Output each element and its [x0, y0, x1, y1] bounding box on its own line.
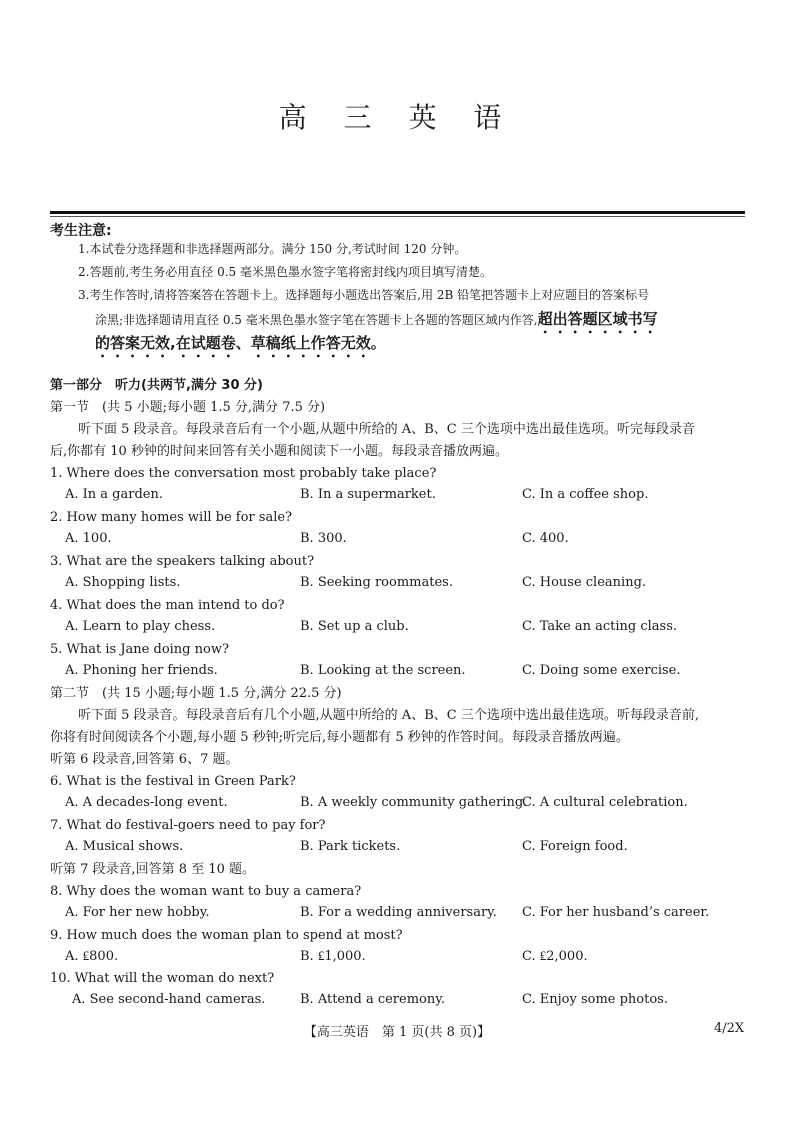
q2-option-a: A. 100. [65, 531, 112, 546]
q4-option-b: B. Set up a club. [300, 619, 409, 634]
question-1: 1. Where does the conversation most probably take place? [50, 466, 437, 481]
q8-option-c: C. For her husband’s career. [522, 905, 710, 920]
notice-heading: 考生注意: [50, 223, 112, 239]
q2-option-c: C. 400. [522, 531, 569, 546]
header-rule-thick [50, 211, 745, 214]
q1-option-a: A. In a garden. [65, 487, 163, 502]
question-6: 6. What is the festival in Green Park? [50, 774, 296, 789]
section2-instruction-2: 你将有时间阅读各个小题,每小题 5 秒钟;听完后,每小题都有 5 秒钟的作答时间。每段录音播放两遍。 [50, 730, 629, 745]
question-2: 2. How many homes will be for sale? [50, 510, 293, 525]
q9-option-c: C. ₤2,000. [522, 949, 588, 964]
q1-option-b: B. In a supermarket. [300, 487, 436, 502]
q7-option-a: A. Musical shows. [65, 839, 184, 854]
q10-option-c: C. Enjoy some photos. [522, 992, 668, 1007]
q5-option-a: A. Phoning her friends. [65, 663, 218, 678]
q5-option-b: B. Looking at the screen. [300, 663, 466, 678]
question-7: 7. What do festival-goers need to pay for? [50, 818, 326, 833]
notice-item-3-line1: 3.考生作答时,请将答案答在答题卡上。选择题每小题选出答案后,用 2B 铅笔把答题卡上对应题目的答案标号 [78, 288, 650, 302]
recording-6-note: 听第 6 段录音,回答第 6、7 题。 [50, 752, 239, 767]
section2-heading: 第二节 (共 15 小题;每小题 1.5 分,满分 22.5 分) [50, 686, 342, 701]
notice-item-2: 2.答题前,考生务必用直径 0.5 毫米黑色墨水签字笔将密封线内项目填写清楚。 [78, 265, 492, 279]
q9-option-b: B. ₤1,000. [300, 949, 366, 964]
q8-option-a: A. For her new hobby. [65, 905, 210, 920]
q10-option-a: A. See second-hand cameras. [72, 992, 266, 1007]
notice-item-3-text: 涂黑;非选择题请用直径 0.5 毫米黑色墨水签字笔在答题卡上各题的答题区域内作答, [95, 313, 538, 327]
q7-option-c: C. Foreign food. [522, 839, 628, 854]
q3-option-a: A. Shopping lists. [65, 575, 181, 590]
section1-heading: 第一节 (共 5 小题;每小题 1.5 分,满分 7.5 分) [50, 400, 326, 415]
q9-option-a: A. ₤800. [65, 949, 119, 964]
page-title: 高 三 英 语 [278, 101, 516, 134]
section1-instruction-2: 后,你都有 10 秒钟的时间来回答有关小题和阅读下一小题。每段录音播放两遍。 [50, 444, 508, 459]
section2-instruction-1: 听下面 5 段录音。每段录音后有几个小题,从题中所给的 A、B、C 三个选项中选出最佳选项。听每段录音前, [78, 708, 699, 723]
notice-emphasis-1: 超出答题区域书写 [537, 310, 658, 328]
notice-item-3-line3 [95, 332, 386, 361]
question-9: 9. How much does the woman plan to spend at most? [50, 928, 403, 943]
part1-heading: 第一部分 听力(共两节,满分 30 分) [50, 378, 263, 393]
q2-option-b: B. 300. [300, 531, 347, 546]
question-8: 8. Why does the woman want to buy a camera? [50, 884, 362, 899]
notice-emphasis-2: 的答案无效,在试题卷、草稿纸上作答无效。 [95, 334, 386, 352]
q6-option-b: B. A weekly community gathering. [300, 795, 528, 810]
page-footer: 【高三英语 第 1 页(共 8 页)】 [303, 1025, 491, 1040]
header-rule-thin [50, 216, 745, 217]
q1-option-c: C. In a coffee shop. [522, 487, 649, 502]
q6-option-c: C. A cultural celebration. [522, 795, 688, 810]
q3-option-b: B. Seeking roommates. [300, 575, 453, 590]
question-3: 3. What are the speakers talking about? [50, 554, 315, 569]
recording-7-note: 听第 7 段录音,回答第 8 至 10 题。 [50, 862, 256, 877]
question-10: 10. What will the woman do next? [50, 971, 275, 986]
q8-option-b: B. For a wedding anniversary. [300, 905, 497, 920]
q4-option-c: C. Take an acting class. [522, 619, 678, 634]
question-4: 4. What does the man intend to do? [50, 598, 285, 613]
paper-code: 4/2X [714, 1021, 745, 1036]
q3-option-c: C. House cleaning. [522, 575, 647, 590]
q10-option-b: B. Attend a ceremony. [300, 992, 445, 1007]
q4-option-a: A. Learn to play chess. [65, 619, 216, 634]
notice-item-1: 1.本试卷分选择题和非选择题两部分。满分 150 分,考试时间 120 分钟。 [78, 242, 467, 256]
q6-option-a: A. A decades-long event. [65, 795, 228, 810]
q7-option-b: B. Park tickets. [300, 839, 401, 854]
q5-option-c: C. Doing some exercise. [522, 663, 681, 678]
question-5: 5. What is Jane doing now? [50, 642, 229, 657]
section1-instruction-1: 听下面 5 段录音。每段录音后有一个小题,从题中所给的 A、B、C 三个选项中选出最佳选项。听完每段录音 [78, 422, 695, 437]
